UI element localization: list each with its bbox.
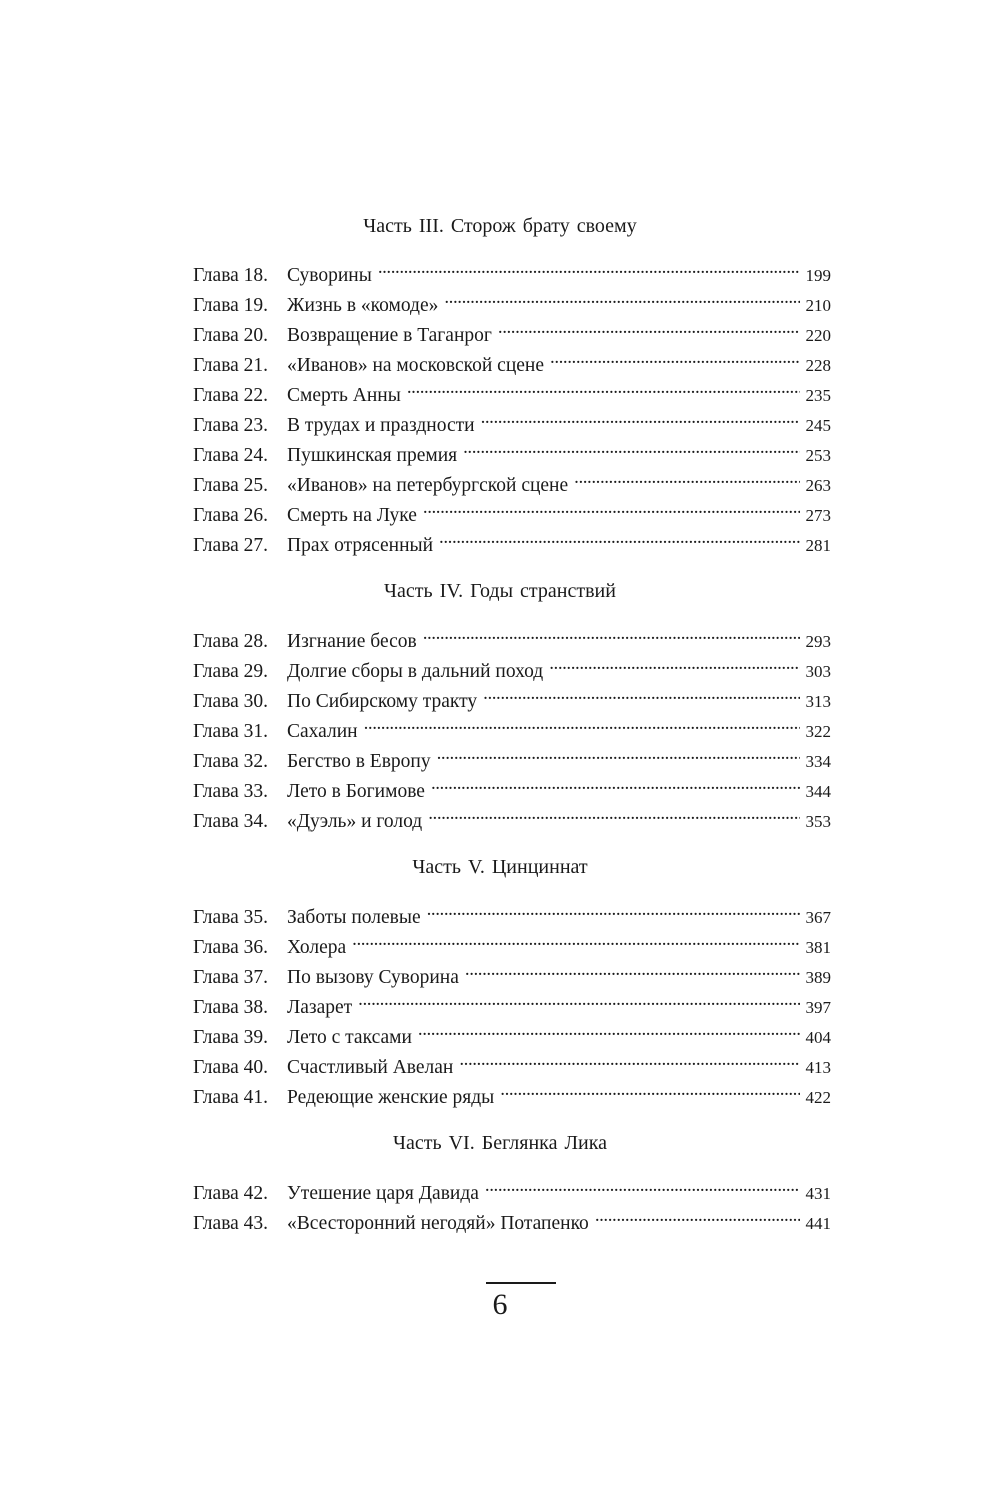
toc-entry xyxy=(193,897,831,928)
page-number: 404 xyxy=(805,1028,831,1047)
chapter-number: Глава 39. xyxy=(193,1027,269,1048)
page-number: 334 xyxy=(805,752,831,771)
dot-leader xyxy=(358,987,799,1013)
toc-entry xyxy=(193,1017,831,1048)
dot-leader xyxy=(352,927,799,953)
chapter-number: Глава 18. xyxy=(193,265,269,286)
chapter-title: «Иванов» на петербургской сцене xyxy=(287,475,569,496)
chapter-title: «Иванов» на московской сцене xyxy=(287,355,545,376)
dot-leader xyxy=(459,1047,799,1073)
chapter-number: Глава 41. xyxy=(193,1087,269,1108)
chapter-title: Пушкинская премия xyxy=(287,445,458,466)
chapter-number: Глава 43. xyxy=(193,1213,269,1234)
chapter-number: Глава 20. xyxy=(193,325,269,346)
chapter-title: Суворины xyxy=(287,265,372,286)
dot-leader xyxy=(431,771,800,797)
page-number: 245 xyxy=(805,416,831,435)
chapter-title: «Дуэль» и голод xyxy=(287,811,423,832)
chapter-number: Глава 32. xyxy=(193,751,269,772)
dot-leader xyxy=(498,315,800,341)
chapter-number: Глава 25. xyxy=(193,475,269,496)
page-number: 413 xyxy=(805,1058,831,1077)
page-number: 210 xyxy=(805,296,831,315)
dot-leader xyxy=(485,1173,800,1199)
chapter-number: Глава 28. xyxy=(193,631,269,652)
chapter-title: Лето с таксами xyxy=(287,1027,412,1048)
dot-leader xyxy=(465,957,800,983)
dot-leader xyxy=(550,345,799,371)
part-title: Часть III. Сторож брату своему xyxy=(363,215,637,237)
chapter-number: Глава 35. xyxy=(193,907,269,928)
toc-entry xyxy=(193,405,831,436)
chapter-title: «Всесторонний негодяй» Потапенко xyxy=(287,1213,589,1234)
chapter-number: Глава 34. xyxy=(193,811,269,832)
page-number: 228 xyxy=(805,356,831,375)
dot-leader xyxy=(483,681,799,707)
page-number: 263 xyxy=(805,476,831,495)
toc-entry xyxy=(193,375,831,406)
dot-leader xyxy=(437,741,800,767)
dot-leader xyxy=(428,801,799,827)
page-number: 235 xyxy=(805,386,831,405)
page-number: 381 xyxy=(805,938,831,957)
toc-entry xyxy=(193,315,831,346)
toc-entry xyxy=(193,801,831,832)
chapter-number: Глава 21. xyxy=(193,355,269,376)
toc-entry xyxy=(193,957,831,988)
dot-leader xyxy=(418,1017,800,1043)
dot-leader xyxy=(549,651,799,677)
page-number: 397 xyxy=(805,998,831,1017)
folio-page-number: 6 xyxy=(492,1288,508,1321)
toc-entry xyxy=(193,987,831,1018)
page-number: 389 xyxy=(805,968,831,987)
dot-leader xyxy=(423,621,800,647)
folio-rule xyxy=(486,1282,556,1284)
toc-entry xyxy=(193,621,831,652)
toc-entry xyxy=(193,771,831,802)
dot-leader xyxy=(407,375,800,401)
toc-entry xyxy=(193,465,831,496)
page-number: 344 xyxy=(805,782,831,801)
chapter-title: Сахалин xyxy=(287,721,358,742)
page-number: 441 xyxy=(805,1214,831,1233)
chapter-number: Глава 23. xyxy=(193,415,269,436)
page-number: 431 xyxy=(805,1184,831,1203)
chapter-title: Смерть Анны xyxy=(287,385,401,406)
chapter-number: Глава 31. xyxy=(193,721,269,742)
toc-entry xyxy=(193,741,831,772)
toc-entry xyxy=(193,435,831,466)
dot-leader xyxy=(364,711,800,737)
chapter-title: Лето в Богимове xyxy=(287,781,425,802)
chapter-title: Заботы полевые xyxy=(287,907,421,928)
toc-entry xyxy=(193,711,831,742)
part-title: Часть IV. Годы странствий xyxy=(384,580,616,602)
toc-entry xyxy=(193,1203,831,1234)
page-number: 253 xyxy=(805,446,831,465)
toc-entry xyxy=(193,495,831,526)
page-number: 199 xyxy=(805,266,831,285)
dot-leader xyxy=(444,285,799,311)
chapter-number: Глава 36. xyxy=(193,937,269,958)
chapter-title: Редеющие женские ряды xyxy=(287,1087,495,1108)
chapter-title: Смерть на Луке xyxy=(287,505,417,526)
page-number: 293 xyxy=(805,632,831,651)
chapter-title: Лазарет xyxy=(287,997,353,1018)
toc-entry xyxy=(193,345,831,376)
toc-entry xyxy=(193,1173,831,1204)
chapter-title: Жизнь в «комоде» xyxy=(287,295,439,316)
chapter-title: Бегство в Европу xyxy=(287,751,431,772)
dot-leader xyxy=(427,897,800,923)
page-number: 313 xyxy=(805,692,831,711)
dot-leader xyxy=(423,495,800,521)
chapter-title: В трудах и праздности xyxy=(287,415,475,436)
chapter-number: Глава 40. xyxy=(193,1057,269,1078)
chapter-number: Глава 26. xyxy=(193,505,269,526)
chapter-title: Счастливый Авелан xyxy=(287,1057,454,1078)
chapter-title: Холера xyxy=(287,937,347,958)
dot-leader xyxy=(378,255,800,281)
chapter-number: Глава 29. xyxy=(193,661,269,682)
toc-entry xyxy=(193,681,831,712)
chapter-title: Утешение царя Давида xyxy=(287,1183,479,1204)
chapter-number: Глава 38. xyxy=(193,997,269,1018)
toc-entry xyxy=(193,285,831,316)
page-number: 422 xyxy=(805,1088,831,1107)
dot-leader xyxy=(481,405,800,431)
toc-entry xyxy=(193,927,831,958)
toc-entry xyxy=(193,651,831,682)
chapter-number: Глава 30. xyxy=(193,691,269,712)
toc-entry xyxy=(193,525,831,556)
dot-leader xyxy=(500,1077,799,1103)
chapter-number: Глава 27. xyxy=(193,535,269,556)
toc-entry xyxy=(193,1047,831,1078)
chapter-title: Прах отрясенный xyxy=(287,535,434,556)
toc-entry xyxy=(193,1077,831,1108)
chapter-title: По Сибирскому тракту xyxy=(287,691,478,712)
dot-leader xyxy=(439,525,799,551)
chapter-number: Глава 33. xyxy=(193,781,269,802)
dot-leader xyxy=(574,465,799,491)
part-title: Часть VI. Беглянка Лика xyxy=(393,1132,607,1154)
page-number: 353 xyxy=(805,812,831,831)
chapter-title: Изгнание бесов xyxy=(287,631,417,652)
chapter-number: Глава 37. xyxy=(193,967,269,988)
page-number: 322 xyxy=(805,722,831,741)
chapter-number: Глава 24. xyxy=(193,445,269,466)
chapter-title: По вызову Суворина xyxy=(287,967,459,988)
chapter-number: Глава 22. xyxy=(193,385,269,406)
page-number: 303 xyxy=(805,662,831,681)
part-title: Часть V. Цинциннат xyxy=(412,856,588,878)
chapter-title: Возвращение в Таганрог xyxy=(287,325,492,346)
chapter-number: Глава 19. xyxy=(193,295,269,316)
chapter-title: Долгие сборы в дальний поход xyxy=(287,661,544,682)
toc-entry xyxy=(193,255,831,286)
page-number: 220 xyxy=(805,326,831,345)
chapter-number: Глава 42. xyxy=(193,1183,269,1204)
page-number: 281 xyxy=(805,536,831,555)
dot-leader xyxy=(595,1203,800,1229)
dot-leader xyxy=(463,435,799,461)
page-number: 367 xyxy=(805,908,831,927)
page-number: 273 xyxy=(805,506,831,525)
